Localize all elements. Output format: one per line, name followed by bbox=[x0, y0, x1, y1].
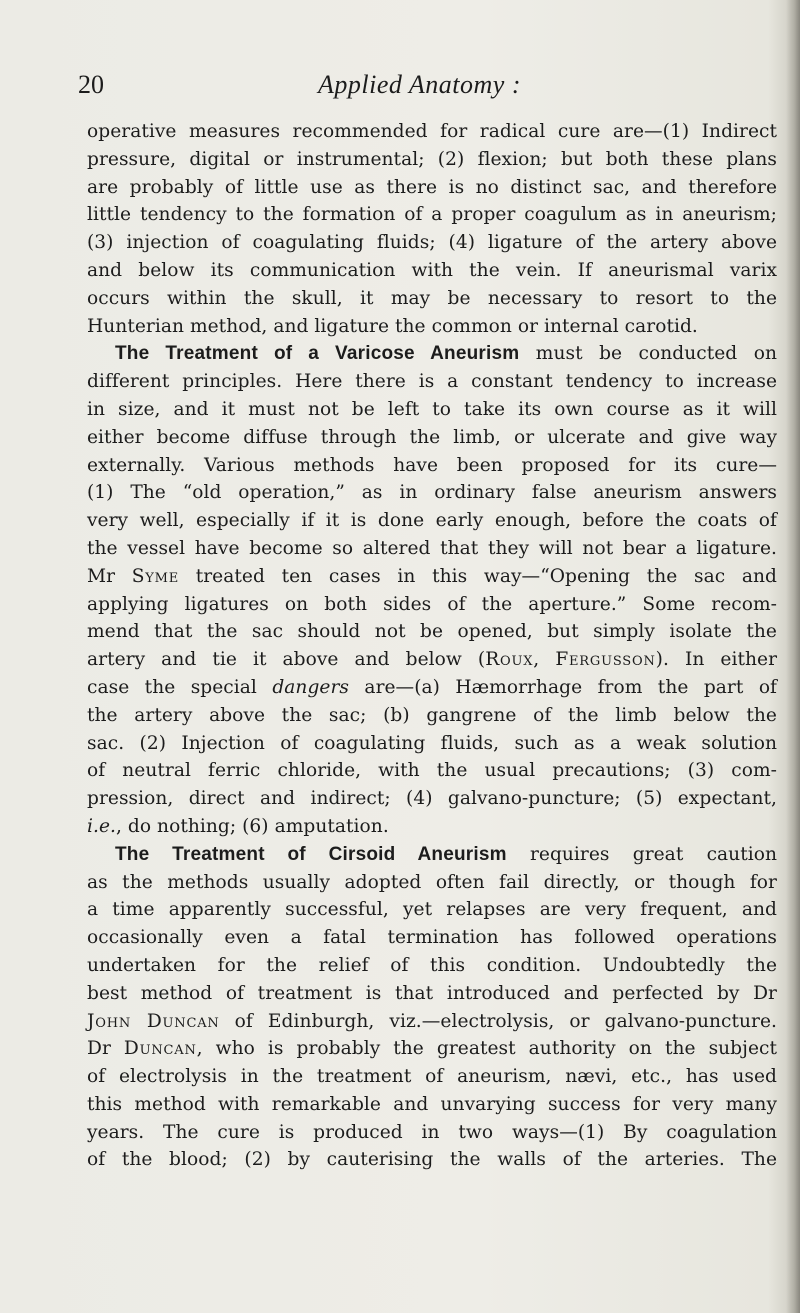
surgeon-name-duncan: Duncan bbox=[123, 1038, 197, 1060]
text-line: sac. (2) Injection of coagulating fluids, such as a weak solution bbox=[87, 732, 777, 754]
text-line: operative measures recommended for radical cure are—(1) Indirect bbox=[87, 121, 777, 142]
surgeon-name-john-duncan: John Duncan bbox=[87, 1010, 220, 1032]
text-line: Hunterian method, and ligature the common or internal carotid. bbox=[87, 315, 698, 337]
text-line: the artery above the sac; (b) gangrene of the limb below the bbox=[87, 704, 777, 726]
paragraph-start-cirsoid bbox=[87, 841, 777, 869]
text-line: of the blood; (2) by cauterising the walls of the arteries. The bbox=[87, 1149, 777, 1171]
text-run: must be conducted on bbox=[519, 343, 778, 365]
surgeon-name-syme: Syme bbox=[131, 565, 180, 587]
text-line: pressure, digital or instrumental; (2) flexion; but both these plans bbox=[87, 148, 777, 170]
surgeon-name-fergusson: Fergusson bbox=[555, 649, 656, 671]
text-line: little tendency to the formation of a proper coagulum as in aneurism; bbox=[87, 204, 777, 226]
running-head bbox=[78, 70, 778, 110]
text-line: this method with remarkable and unvarying success for very many bbox=[87, 1093, 777, 1115]
text-line: different principles. Here there is a constant tendency to increase bbox=[87, 371, 777, 393]
text-line: years. The cure is produced in two ways—(1) By coagulation bbox=[87, 1121, 777, 1143]
text-line bbox=[87, 646, 777, 674]
text-line bbox=[87, 674, 777, 702]
text-line: either become diffuse through the limb, or ulcerate and give way bbox=[87, 426, 777, 448]
text-line: pression, direct and indirect; (4) galvano-puncture; (5) expectant, bbox=[87, 788, 777, 810]
text-line: as the methods usually adopted often fail directly, or though for bbox=[87, 871, 777, 893]
surgeon-name-roux: Roux bbox=[485, 649, 534, 671]
page-number: 20 bbox=[78, 70, 104, 99]
text-line: best method of treatment is that introduced and perfected by Dr bbox=[87, 982, 777, 1004]
section-heading-varicose-aneurism: The Treatment of a Varicose Aneurism bbox=[115, 343, 520, 365]
text-line: of electrolysis in the treatment of aneurism, nævi, etc., has used bbox=[87, 1066, 777, 1088]
emphasis-ie: i.e. bbox=[87, 815, 116, 837]
text-run: are—(a) Hæmorrhage from the part of bbox=[349, 676, 777, 698]
text-run: , bbox=[533, 649, 556, 671]
text-line: externally. Various methods have been proposed for its cure— bbox=[87, 454, 777, 476]
text-line: occasionally even a fatal termination has followed operations bbox=[87, 927, 777, 949]
text-line: occurs within the skull, it may be necessary to resort to the bbox=[87, 287, 777, 309]
text-line: (1) The “old operation,” as in ordinary false aneurism answers bbox=[87, 482, 777, 504]
text-run: requires great caution bbox=[506, 843, 777, 865]
text-line: a time apparently successful, yet relapses are very frequent, and bbox=[87, 899, 777, 921]
text-run: case the special bbox=[87, 676, 273, 698]
text-line bbox=[87, 813, 777, 841]
running-title: Applied Anatomy : bbox=[318, 70, 521, 99]
text-run: Mr bbox=[87, 565, 132, 587]
text-line bbox=[87, 563, 777, 591]
text-run: treated ten cases in this way—“Opening the sac and bbox=[179, 565, 777, 587]
text-run: , do nothing; (6) amputation. bbox=[115, 815, 389, 837]
section-heading-cirsoid-aneurism: The Treatment of Cirsoid Aneurism bbox=[115, 843, 507, 865]
text-line bbox=[87, 1008, 777, 1036]
text-line: mend that the sac should not be opened, but simply isolate the bbox=[87, 621, 777, 643]
text-run: , who is probably the greatest authority on the subject bbox=[196, 1038, 777, 1060]
text-run: artery and tie it above and below ( bbox=[87, 649, 486, 671]
emphasis-dangers: dangers bbox=[272, 676, 349, 698]
text-line: and below its communication with the vein. If aneurismal varix bbox=[87, 259, 777, 281]
paragraph-start-varicose bbox=[87, 340, 777, 368]
text-line: applying ligatures on both sides of the aperture.” Some recom- bbox=[87, 593, 777, 615]
text-line bbox=[87, 1035, 777, 1063]
text-line: the vessel have become so altered that they will not bear a ligature. bbox=[87, 537, 777, 559]
text-line: are probably of little use as there is no distinct sac, and therefore bbox=[87, 176, 777, 198]
text-line: very well, especially if it is done early enough, before the coats of bbox=[87, 510, 777, 532]
text-line: in size, and it must not be left to take its own course as it will bbox=[87, 398, 777, 420]
text-run: ). In either bbox=[655, 649, 778, 671]
text-run: Dr bbox=[87, 1038, 124, 1060]
page-edge-shadow bbox=[786, 0, 800, 1313]
text-run: of Edinburgh, viz.—electrolysis, or galvano-puncture. bbox=[219, 1010, 778, 1032]
text-line: (3) injection of coagulating fluids; (4) ligature of the artery above bbox=[87, 232, 777, 254]
text-line: undertaken for the relief of this condition. Undoubtedly the bbox=[87, 954, 777, 976]
text-line: of neutral ferric chloride, with the usual precautions; (3) com- bbox=[87, 760, 777, 782]
body-text bbox=[87, 118, 777, 1174]
